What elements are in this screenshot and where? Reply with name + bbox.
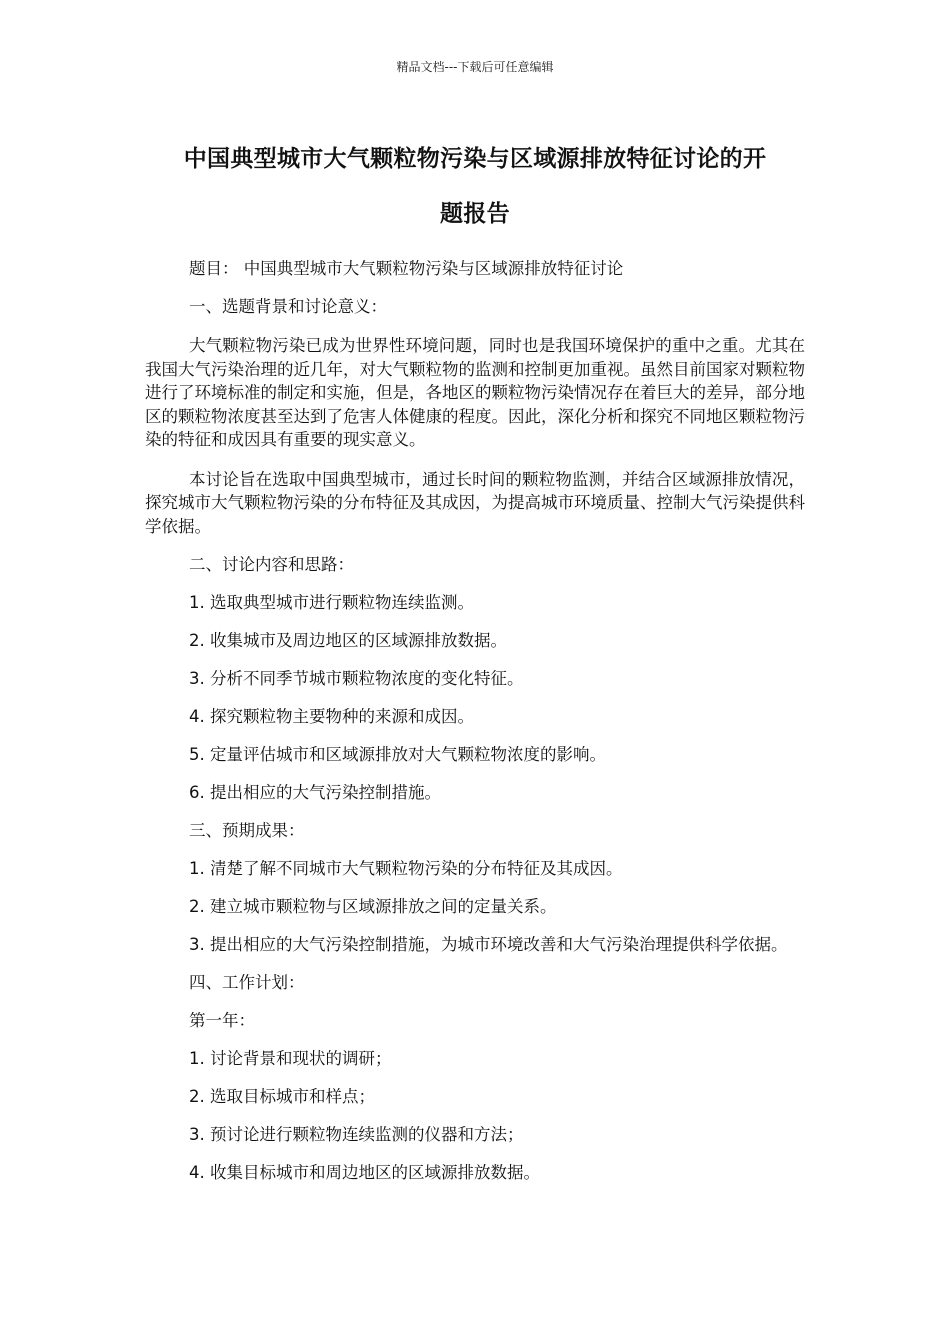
list-item: 5. 定量评估城市和区域源排放对大气颗粒物浓度的影响。 bbox=[189, 745, 606, 764]
list-item: 1. 讨论背景和现状的调研； bbox=[189, 1049, 392, 1068]
list-item: 4. 收集目标城市和周边地区的区域源排放数据。 bbox=[189, 1163, 540, 1182]
list-item: 4. 探究颗粒物主要物种的来源和成因。 bbox=[189, 707, 474, 726]
list-item: 3. 提出相应的大气污染控制措施，为城市环境改善和大气污染治理提供科学依据。 bbox=[189, 935, 788, 954]
title-line-2: 题报告 bbox=[440, 201, 510, 227]
document-body bbox=[145, 258, 805, 1200]
list-item: 2. 收集城市及周边地区的区域源排放数据。 bbox=[189, 631, 507, 650]
title-line-1: 中国典型城市大气颗粒物污染与区域源排放特征讨论的开 bbox=[183, 146, 767, 172]
topic-line: 题目： 中国典型城市大气颗粒物污染与区域源排放特征讨论 bbox=[189, 259, 624, 278]
list-item: 6. 提出相应的大气污染控制措施。 bbox=[189, 783, 441, 802]
list-item: 1. 清楚了解不同城市大气颗粒物污染的分布特征及其成因。 bbox=[189, 859, 623, 878]
section2-heading: 二、讨论内容和思路： bbox=[189, 555, 354, 574]
list-item: 2. 选取目标城市和样点； bbox=[189, 1087, 375, 1106]
list-item: 3. 分析不同季节城市颗粒物浓度的变化特征。 bbox=[189, 669, 524, 688]
section4-heading: 四、工作计划： bbox=[189, 973, 305, 992]
document-title bbox=[145, 132, 805, 242]
section1-heading: 一、选题背景和讨论意义： bbox=[189, 297, 387, 316]
list-item: 1. 选取典型城市进行颗粒物连续监测。 bbox=[189, 593, 474, 612]
section3-heading: 三、预期成果： bbox=[189, 821, 305, 840]
header-note: 精品文档---下载后可任意编辑 bbox=[396, 60, 554, 74]
list-item: 3. 预讨论进行颗粒物连续监测的仪器和方法； bbox=[189, 1125, 524, 1144]
section1-paragraph-2: 本讨论旨在选取中国典型城市，通过长时间的颗粒物监测，并结合区域源排放情况，探究城市大气颗粒物污染的分布特征及其成因，为提高城市环境质量、控制大气污染提供科学依据。 bbox=[145, 469, 805, 536]
section1-paragraph-1: 大气颗粒物污染已成为世界性环境问题，同时也是我国环境保护的重中之重。尤其在我国大气污染治理的近几年，对大气颗粒物的监测和控制更加重视。虽然目前国家对颗粒物进行了环境标准的制定和实施，但是，各地区的颗粒物污染情况存在着巨大的差异，部分地区的颗粒物浓度甚至达到了危害人体健康的程度。因此，深化分析和探究不同地区颗粒物污染的特征和成因具有重要的现实意义。 bbox=[145, 336, 805, 449]
list-item: 2. 建立城市颗粒物与区域源排放之间的定量关系。 bbox=[189, 897, 557, 916]
year1-heading: 第一年： bbox=[189, 1011, 255, 1030]
